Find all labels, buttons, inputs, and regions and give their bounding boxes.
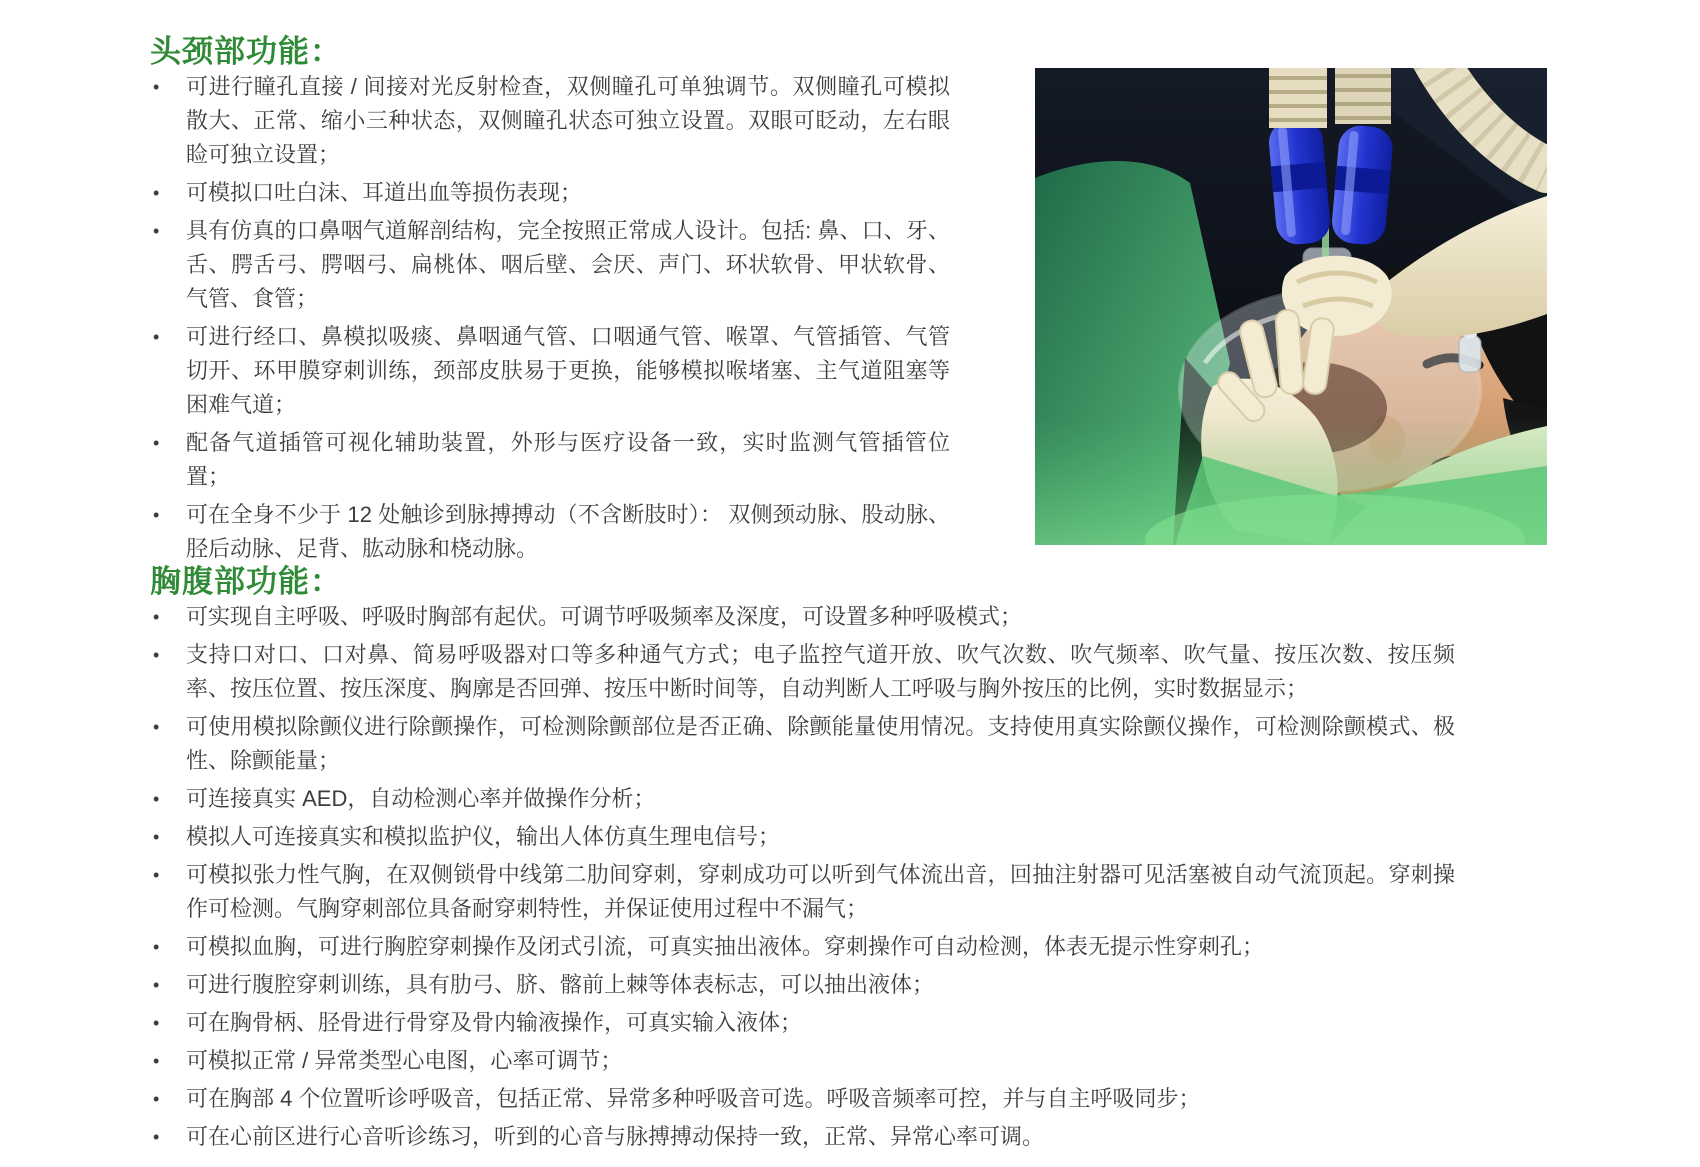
bullet-text: 具有仿真的口鼻咽气道解剖结构，完全按照正常成人设计。包括: 鼻、口、牙、舌、腭舌弓、腭咽弓、扁桃体、咽后壁、会厌、声门、环状软骨、甲状软骨、气管、食管；: [186, 218, 950, 311]
list-item: [150, 1044, 1455, 1078]
bullet-text: 可模拟正常 / 异常类型心电图，心率可调节；: [186, 1048, 623, 1073]
list-item: [150, 930, 1455, 964]
list-item: [150, 426, 950, 494]
bullet-icon: •: [153, 1051, 160, 1071]
bullet-icon: •: [153, 183, 160, 203]
list-item: [150, 70, 950, 172]
bullet-text: 可进行腹腔穿刺训练，具有肋弓、脐、髂前上棘等体表标志，可以抽出液体；: [186, 972, 935, 997]
bullet-icon: •: [153, 433, 160, 453]
list-item: [150, 1006, 1455, 1040]
bullet-text: 可连接真实 AED，自动检测心率并做操作分析；: [186, 786, 656, 811]
feature-list-head-neck: [150, 70, 950, 570]
bullet-text: 配备气道插管可视化辅助装置，外形与医疗设备一致，实时监测气管插管位置；: [186, 430, 950, 489]
list-item: [150, 968, 1455, 1002]
list-item: [150, 600, 1455, 634]
list-item: [150, 638, 1455, 706]
bullet-icon: •: [153, 789, 160, 809]
bullet-icon: •: [153, 327, 160, 347]
bullet-icon: •: [153, 1013, 160, 1033]
bullet-icon: •: [153, 645, 160, 665]
bullet-icon: •: [153, 827, 160, 847]
bullet-text: 可模拟血胸，可进行胸腔穿刺操作及闭式引流，可真实抽出液体。穿刺操作可自动检测，体表无提示性穿刺孔；: [186, 934, 1265, 959]
list-item: [150, 820, 1455, 854]
bullet-icon: •: [153, 865, 160, 885]
list-item: [150, 858, 1455, 926]
glow-overlay: [1035, 418, 1547, 545]
bullet-text: 可在胸部 4 个位置听诊呼吸音，包括正常、异常多种呼吸音可选。呼吸音频率可控，并与自主呼吸同步；: [186, 1086, 1201, 1111]
bullet-text: 可使用模拟除颤仪进行除颤操作，可检测除颤部位是否正确、除颤能量使用情况。支持使用真实除颤仪操作，可检测除颤模式、极性、除颤能量；: [186, 714, 1455, 773]
bullet-icon: •: [153, 975, 160, 995]
bullet-icon: •: [153, 221, 160, 241]
bullet-text: 可在全身不少于 12 处触诊到脉搏搏动（不含断肢时）： 双侧颈动脉、股动脉、胫后动脉、足背、肱动脉和桡动脉。: [186, 502, 950, 561]
bullet-text: 可进行瞳孔直接 / 间接对光反射检查，双侧瞳孔可单独调节。双侧瞳孔可模拟散大、正常、缩小三种状态，双侧瞳孔状态可独立设置。双眼可眨动，左右眼睑可独立设置；: [186, 74, 950, 167]
bullet-icon: •: [153, 1127, 160, 1147]
corrugated-tube-mid: [1335, 68, 1391, 124]
bullet-text: 可在心前区进行心音听诊练习，听到的心音与脉搏搏动保持一致，正常、异常心率可调。: [186, 1124, 1045, 1149]
bullet-icon: •: [153, 937, 160, 957]
bullet-text: 可在胸骨柄、胫骨进行骨穿及骨内输液操作，可真实输入液体；: [186, 1010, 803, 1035]
list-item: [150, 214, 950, 316]
section-heading-head-neck: 头颈部功能：: [150, 34, 342, 69]
list-item: [150, 1082, 1455, 1116]
bullet-text: 模拟人可连接真实和模拟监护仪，输出人体仿真生理电信号；: [186, 824, 781, 849]
bullet-icon: •: [153, 607, 160, 627]
bullet-icon: •: [153, 1089, 160, 1109]
bullet-text: 支持口对口、口对鼻、简易呼吸器对口等多种通气方式；电子监控气道开放、吹气次数、吹气频率、吹气量、按压次数、按压频率、按压位置、按压深度、胸廓是否回弹、按压中断时间等，自动判断人工呼吸与胸外按压的比例，实时数据显示；: [186, 642, 1455, 701]
bullet-icon: •: [153, 77, 160, 97]
blue-connector-left: [1267, 118, 1332, 246]
bullet-icon: •: [153, 505, 160, 525]
bullet-text: 可进行经口、鼻模拟吸痰、鼻咽通气管、口咽通气管、喉罩、气管插管、气管切开、环甲膜穿刺训练，颈部皮肤易于更换，能够模拟喉堵塞、主气道阻塞等困难气道；: [186, 324, 950, 417]
list-item: [150, 320, 950, 422]
blue-connector-right: [1330, 124, 1394, 246]
product-photo: [1035, 68, 1547, 545]
list-item: [150, 782, 1455, 816]
bullet-text: 可实现自主呼吸、呼吸时胸部有起伏。可调节呼吸频率及深度，可设置多种呼吸模式；: [186, 604, 1023, 629]
list-item: [150, 176, 950, 210]
list-item: [150, 710, 1455, 778]
feature-list-chest-abdomen: [150, 600, 1455, 1158]
mask-port: [1459, 336, 1481, 372]
list-item: [150, 1120, 1455, 1154]
corrugated-tube-left: [1269, 68, 1327, 128]
bullet-text: 可模拟张力性气胸，在双侧锁骨中线第二肋间穿刺，穿刺成功可以听到气体流出音，回抽注射器可见活塞被自动气流顶起。穿刺操作可检测。气胸穿刺部位具备耐穿刺特性，并保证使用过程中不漏气；: [186, 862, 1455, 921]
section-heading-chest-abdomen: 胸腹部功能：: [150, 564, 342, 599]
product-photo-canvas: [1035, 68, 1547, 545]
bullet-icon: •: [153, 717, 160, 737]
bullet-text: 可模拟口吐白沫、耳道出血等损伤表现；: [186, 180, 583, 205]
